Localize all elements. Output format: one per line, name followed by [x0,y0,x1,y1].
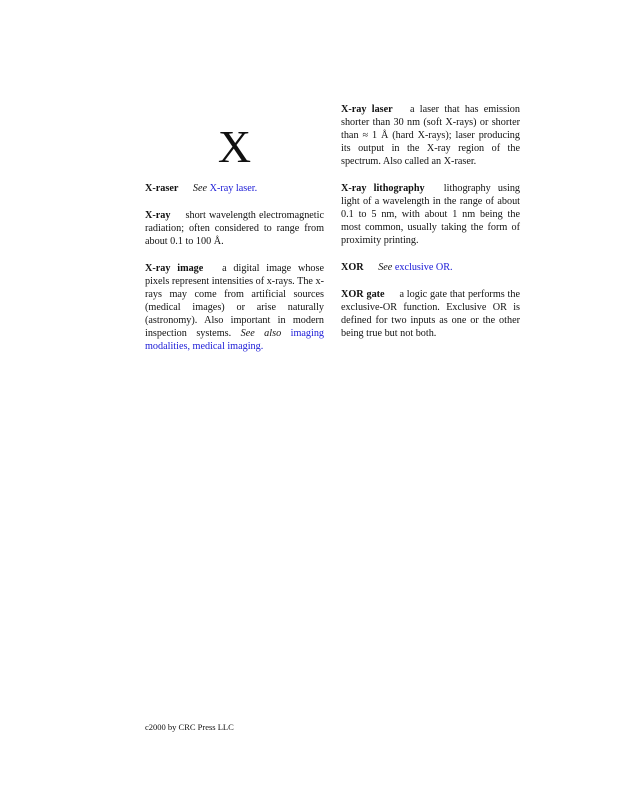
see-label: See [378,262,393,273]
entry-definition: a digital image whose pixels represent intensities of x-rays. The x-rays may come from artificial sources (medical images) or arise naturally (astronomy). Also important in modern inspection systems. [145,263,324,339]
copyright-footer: c2000 by CRC Press LLC [145,722,234,732]
see-label: See [192,183,208,194]
section-letter: X [217,121,252,172]
entry-xor-gate [341,288,520,340]
link-period: . [260,341,264,352]
entry-term: X-raser [145,183,179,194]
entry-term: XOR gate [341,289,385,300]
cross-reference-link[interactable]: X-ray laser [209,183,255,194]
entry-term: XOR [341,262,364,273]
link-period: . [450,262,453,273]
entry-term: X-ray [145,210,171,221]
entry-x-ray [145,209,324,248]
entry-x-ray-image [145,262,324,353]
entry-x-raser [145,182,324,195]
entry-xor [341,261,520,274]
cross-reference-link[interactable]: exclusive OR [394,262,451,273]
right-column [341,103,520,354]
cross-reference-link[interactable]: imaging modalities, medical imaging [145,328,325,352]
entry-term: X-ray laser [341,104,393,115]
entry-term: X-ray image [145,263,204,274]
entry-x-ray-laser [341,103,520,168]
entry-definition: a laser that has emission shorter than 30 nm (soft X-rays) or shorter than ≈ 1 Å (hard X-rays); laser producing its output in the X-ray region of the spectrum. Also called an X-raser. [341,104,520,167]
entry-definition: lithography using light of a wavelength in the range of about 0.1 to 5 nm, with about 1 nm being the most common, usually taking the form of proximity printing. [341,183,521,246]
left-column [145,182,324,367]
link-period: . [254,183,258,194]
entry-definition: short wavelength electromagnetic radiation; often considered to range from about 0.1 to 100 Å. [145,210,324,247]
entry-definition: a logic gate that performs the exclusive-OR function. Exclusive OR is defined for two inputs as one or the other being true but not both. [341,289,521,339]
entry-term: X-ray lithography [341,183,425,194]
entry-x-ray-lithography [341,182,520,247]
see-also-label: See also [240,328,282,339]
